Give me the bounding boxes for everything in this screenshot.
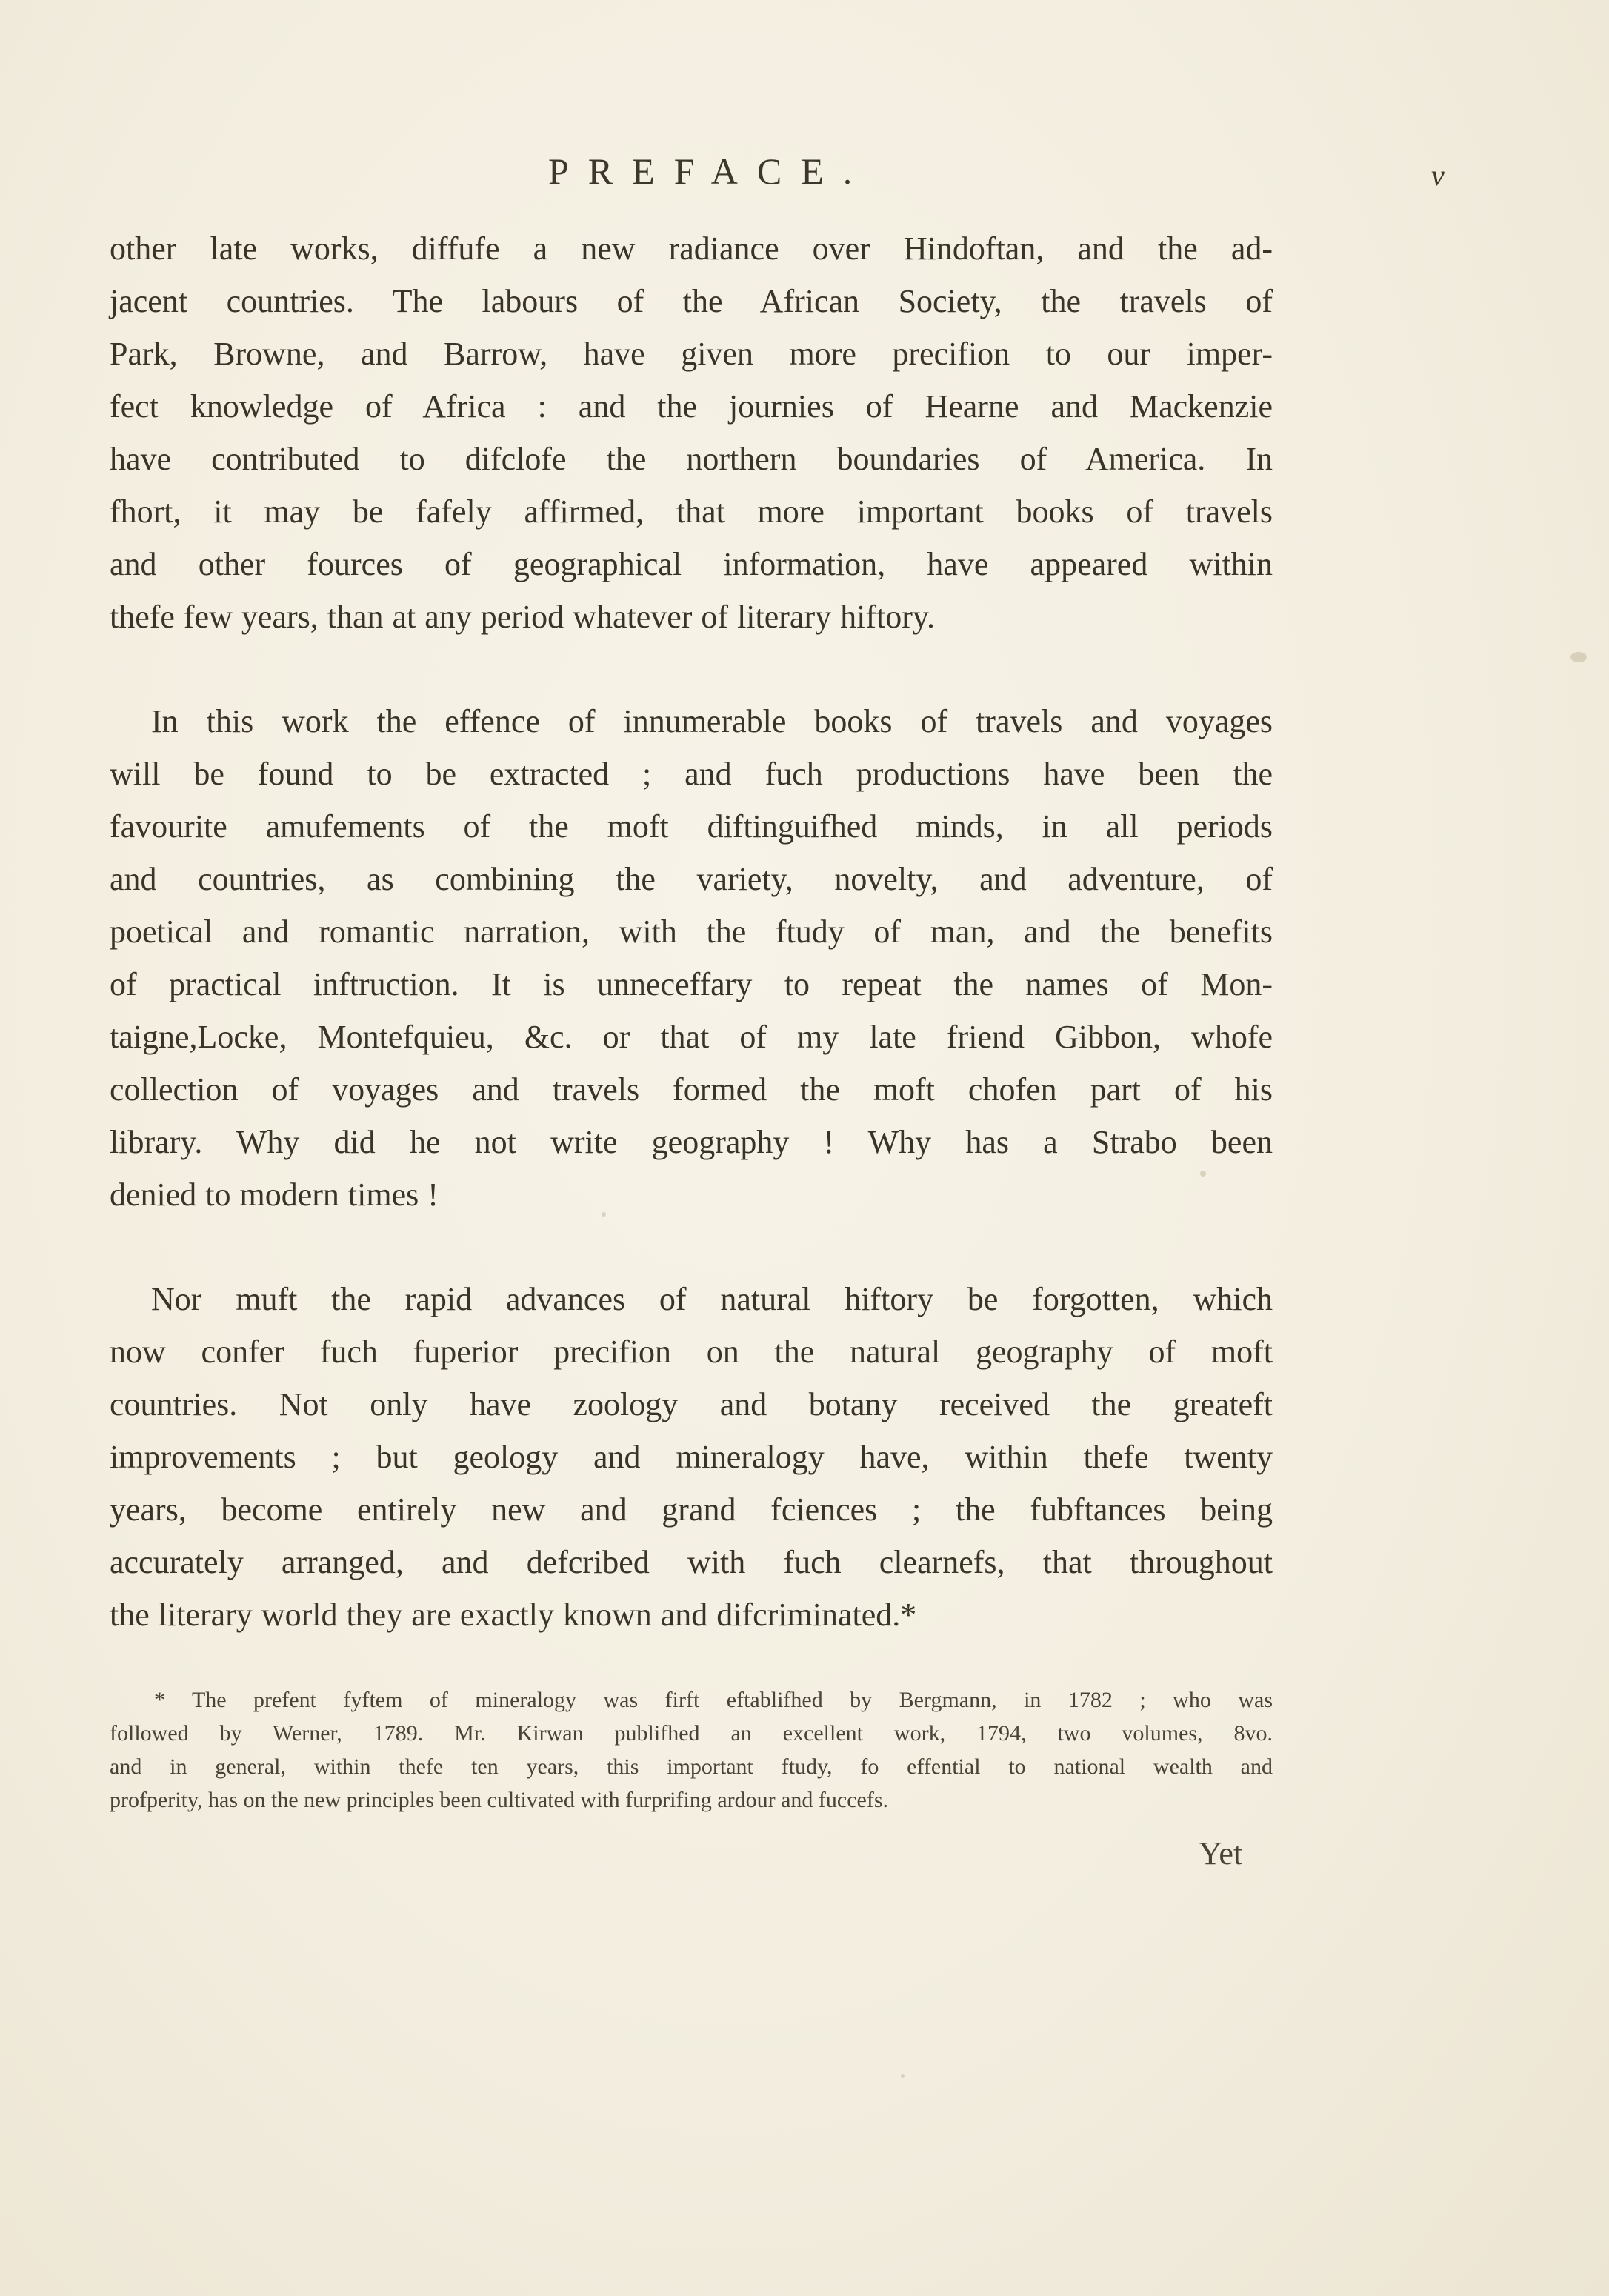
text-line: improvements ; but geology and mineralogy have, within thefe twenty xyxy=(110,1439,1273,1475)
footnote-line: * The prefent fyftem of mineralogy was firft eftablifhed by Bergmann, in 1782 ; who was xyxy=(154,1688,1273,1712)
paper-speck xyxy=(602,1212,606,1217)
text-line: years, become entirely new and grand fciences ; the fubftances being xyxy=(110,1491,1273,1528)
paragraph-3 xyxy=(110,1273,1273,1641)
footnote-line: followed by Werner, 1789. Mr. Kirwan publifhed an excellent work, 1794, two volumes, 8vo. xyxy=(110,1721,1273,1746)
text-line: and countries, as combining the variety, novelty, and adventure, of xyxy=(110,861,1273,897)
text-line: the literary world they are exactly known and difcriminated.* xyxy=(110,1597,917,1633)
text-line: poetical and romantic narration, with the ftudy of man, and the benefits xyxy=(110,914,1273,950)
text-line: denied to modern times ! xyxy=(110,1177,439,1213)
paper-speck xyxy=(901,2074,905,2078)
text-line: favourite amufements of the moft diftinguifhed minds, in all periods xyxy=(110,808,1273,845)
text-line: fect knowledge of Africa : and the journies of Hearne and Mackenzie xyxy=(110,388,1273,425)
paragraph-1 xyxy=(110,222,1273,643)
running-title: PREFACE. xyxy=(548,150,872,192)
text-line: library. Why did he not write geography ! Why has a Strabo been xyxy=(110,1124,1273,1160)
text-line: collection of voyages and travels formed the moft chofen part of his xyxy=(110,1071,1273,1108)
text-line: and other fources of geographical information, have appeared within xyxy=(110,546,1273,582)
text-line: countries. Not only have zoology and botany received the greateft xyxy=(110,1386,1273,1422)
paragraph-2 xyxy=(110,695,1273,1221)
text-line: taigne,Locke, Montefquieu, &c. or that of my late friend Gibbon, whofe xyxy=(110,1019,1273,1055)
catchword: Yet xyxy=(1199,1835,1243,1871)
footnote-line: profperity, has on the new principles been cultivated with furprifing ardour and fuccefs. xyxy=(110,1788,889,1812)
text-line: jacent countries. The labours of the African Society, the travels of xyxy=(110,283,1273,319)
page-number: v xyxy=(1431,159,1445,192)
text-line: thefe few years, than at any period whatever of literary hiftory. xyxy=(110,599,935,635)
running-head xyxy=(0,145,1609,197)
text-line: Nor muft the rapid advances of natural hiftory be forgotten, which xyxy=(151,1281,1273,1317)
text-line: Park, Browne, and Barrow, have given more precifion to our imper- xyxy=(110,336,1273,372)
paper-speck xyxy=(1200,1171,1206,1177)
text-line: In this work the effence of innumerable books of travels and voyages xyxy=(151,703,1273,739)
text-line: have contributed to difclofe the northern boundaries of America. In xyxy=(110,441,1273,477)
text-line: will be found to be extracted ; and fuch productions have been the xyxy=(110,756,1273,792)
text-line: fhort, it may be fafely affirmed, that more important books of travels xyxy=(110,493,1273,530)
footnote-line: and in general, within thefe ten years, this important ftudy, fo effential to national wealth and xyxy=(110,1754,1273,1779)
text-line: of practical inftruction. It is unneceffary to repeat the names of Mon- xyxy=(110,966,1273,1002)
footnote xyxy=(110,1683,1273,1817)
text-line: now confer fuch fuperior precifion on the natural geography of moft xyxy=(110,1334,1273,1370)
text-line: accurately arranged, and defcribed with fuch clearnefs, that throughout xyxy=(110,1544,1273,1580)
body-text xyxy=(110,222,1273,1693)
text-line: other late works, diffufe a new radiance over Hindoftan, and the ad- xyxy=(110,230,1273,267)
paper-speck xyxy=(1570,652,1587,662)
